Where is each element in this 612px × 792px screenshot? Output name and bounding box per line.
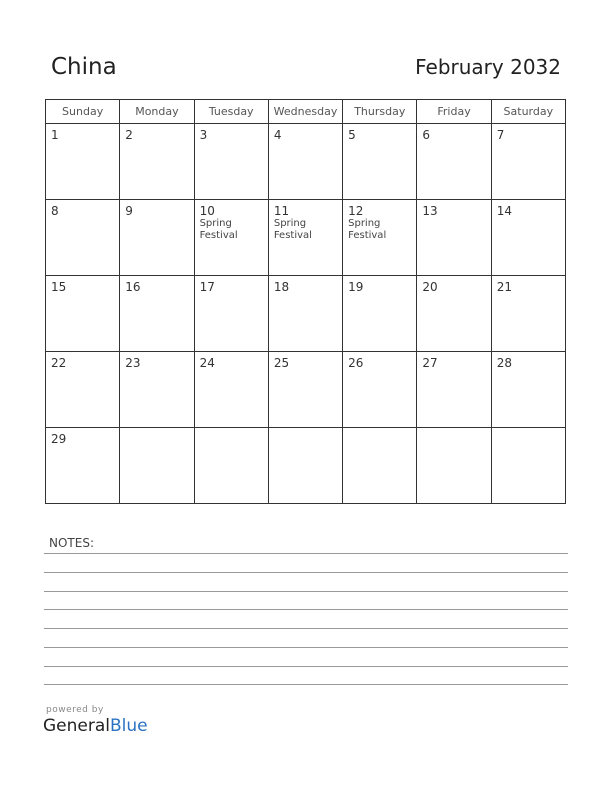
weekday-sunday: Sunday bbox=[46, 100, 120, 124]
day-number: 1 bbox=[51, 128, 59, 142]
day-number: 19 bbox=[348, 280, 364, 294]
day-number: 23 bbox=[125, 356, 141, 370]
month-title: February 2032 bbox=[415, 55, 561, 79]
day-number: 2 bbox=[125, 128, 133, 142]
notes-line bbox=[44, 647, 568, 648]
brand-general: General bbox=[43, 716, 110, 736]
day-number: 12 bbox=[348, 204, 364, 218]
day-number: 5 bbox=[348, 128, 356, 142]
day-cell bbox=[417, 276, 491, 352]
day-cell bbox=[268, 352, 342, 428]
day-cell bbox=[194, 200, 268, 276]
day-cell bbox=[491, 276, 565, 352]
day-cell bbox=[343, 428, 417, 504]
day-number: 8 bbox=[51, 204, 59, 218]
day-cell bbox=[46, 124, 120, 200]
day-cell bbox=[120, 352, 194, 428]
notes-line bbox=[44, 628, 568, 629]
day-number: 14 bbox=[496, 204, 512, 218]
day-number: 16 bbox=[125, 280, 141, 294]
day-number: 10 bbox=[199, 204, 215, 218]
day-cell bbox=[46, 276, 120, 352]
day-cell bbox=[46, 428, 120, 504]
day-cell bbox=[343, 124, 417, 200]
holiday-label: Spring Festival bbox=[273, 218, 312, 241]
day-number: 20 bbox=[422, 280, 438, 294]
weekday-header-row bbox=[46, 100, 566, 124]
day-cell bbox=[343, 200, 417, 276]
day-cell bbox=[417, 428, 491, 504]
day-number: 3 bbox=[199, 128, 208, 142]
weekday-friday: Friday bbox=[417, 100, 491, 124]
day-number: 9 bbox=[125, 204, 133, 218]
day-cell bbox=[194, 352, 268, 428]
week-row bbox=[46, 352, 566, 428]
day-cell bbox=[194, 428, 268, 504]
day-cell bbox=[120, 276, 194, 352]
day-number: 26 bbox=[348, 356, 364, 370]
notes-line bbox=[44, 591, 568, 592]
day-number: 15 bbox=[51, 280, 67, 294]
day-cell bbox=[268, 428, 342, 504]
notes-line bbox=[44, 553, 568, 554]
week-row bbox=[46, 428, 566, 504]
day-cell bbox=[120, 124, 194, 200]
week-row bbox=[46, 276, 566, 352]
day-number: 13 bbox=[422, 204, 438, 218]
notes-line bbox=[44, 572, 568, 573]
day-cell bbox=[46, 200, 120, 276]
day-cell bbox=[268, 200, 342, 276]
day-cell bbox=[120, 428, 194, 504]
day-cell bbox=[417, 124, 491, 200]
weekday-wednesday: Wednesday bbox=[268, 100, 342, 124]
country-title: China bbox=[51, 54, 117, 80]
day-number: 22 bbox=[51, 356, 67, 370]
day-cell bbox=[491, 200, 565, 276]
day-cell bbox=[46, 352, 120, 428]
day-cell bbox=[194, 124, 268, 200]
day-number: 7 bbox=[496, 128, 505, 142]
day-cell bbox=[268, 124, 342, 200]
day-number: 18 bbox=[273, 280, 290, 294]
weekday-saturday: Saturday bbox=[491, 100, 565, 124]
day-number: 28 bbox=[496, 356, 512, 370]
day-number: 6 bbox=[422, 128, 431, 142]
day-cell bbox=[491, 124, 565, 200]
day-cell bbox=[491, 352, 565, 428]
day-cell bbox=[417, 200, 491, 276]
day-cell bbox=[194, 276, 268, 352]
day-cell bbox=[417, 352, 491, 428]
weekday-thursday: Thursday bbox=[343, 100, 417, 124]
day-number: 25 bbox=[273, 356, 290, 370]
holiday-label: Spring Festival bbox=[348, 218, 387, 241]
generalblue-logo bbox=[43, 716, 148, 736]
notes-label: NOTES: bbox=[49, 536, 94, 550]
weekday-tuesday: Tuesday bbox=[194, 100, 268, 124]
week-row bbox=[46, 124, 566, 200]
day-number: 4 bbox=[273, 128, 282, 142]
day-number: 21 bbox=[496, 280, 512, 294]
calendar-grid bbox=[45, 99, 566, 504]
day-cell bbox=[268, 276, 342, 352]
brand-blue: Blue bbox=[110, 716, 148, 736]
holiday-label: Spring Festival bbox=[199, 218, 238, 241]
day-number: 11 bbox=[273, 204, 290, 218]
day-number: 27 bbox=[422, 356, 438, 370]
day-cell bbox=[343, 276, 417, 352]
week-row bbox=[46, 200, 566, 276]
day-number: 17 bbox=[199, 280, 215, 294]
day-cell bbox=[120, 200, 194, 276]
notes-line bbox=[44, 666, 568, 667]
day-number: 24 bbox=[199, 356, 215, 370]
day-cell bbox=[491, 428, 565, 504]
day-cell bbox=[343, 352, 417, 428]
notes-line bbox=[44, 684, 568, 685]
weekday-monday: Monday bbox=[120, 100, 194, 124]
powered-by-text: powered by bbox=[46, 705, 104, 715]
notes-line bbox=[44, 609, 568, 610]
day-number: 29 bbox=[51, 432, 67, 446]
